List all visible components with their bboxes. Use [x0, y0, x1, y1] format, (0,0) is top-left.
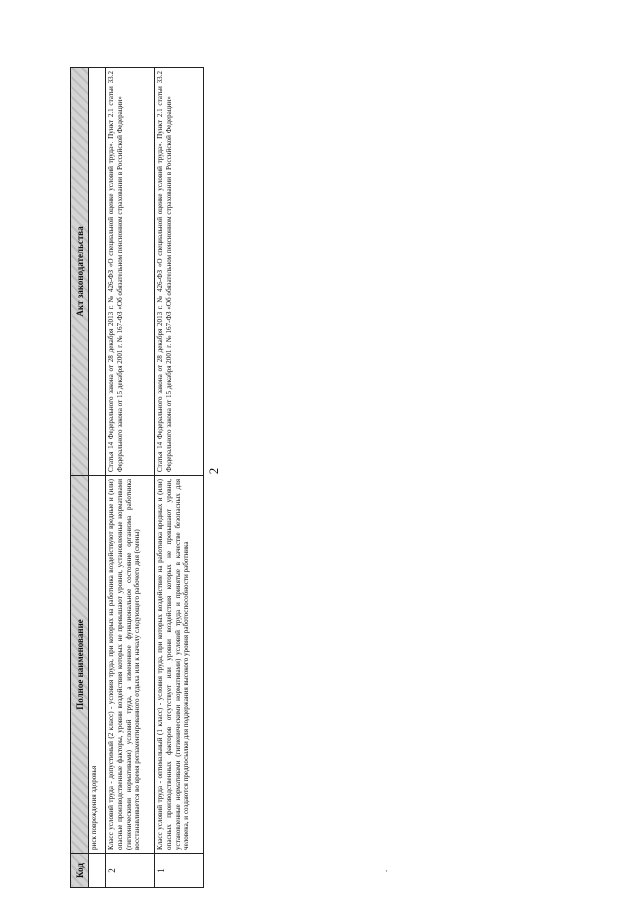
cell-act: Статья 14 Федерального закона от 28 декабря 2013 г. № 426-ФЗ «О специальной оценке условий труда». Пункт 2.1 статьи 33.2 Федерального закона от 15 декабря 2001 г. № 167-ФЗ «Об обязательном пенсионном страховании в Российской Федерации» — [155, 68, 204, 476]
table-header-row — [71, 68, 89, 888]
header-code: Код — [71, 854, 89, 888]
header-name: Полное наименование — [71, 476, 89, 854]
cell-name: Класс условий труда - допустимый (2 класс) - условия труда, при которых на работника воздействуют вредные и (или) опасные производственные факторы, уровни воздействия которых не превышают уровни, установленные нормативами (гигиеническими нормативами) условий труда, а измененное функциональное состояние организма работника восстанавливается во время регламентированного отдыха или к началу следующего рабочего дня (смены) — [106, 476, 155, 854]
cell-act — [89, 68, 106, 476]
cell-name: Класс условий труда - оптимальный (1 класс) - условия труда, при которых воздействие на работника вредных и (или) опасных производственных факторов отсутствует или уровни воздействия которых не превышают уровни, установленные нормативами (гигиеническими нормативами) условий труда и принятые в качестве безопасных для человека, и создаются предпосылки для поддержания высокого уровня работоспособности работника — [155, 476, 204, 854]
stray-mark: · — [385, 866, 388, 876]
table-row-continuation — [89, 68, 106, 888]
cell-act: Статья 14 Федерального закона от 28 декабря 2013 г. № 426-ФЗ «О специальной оценке условий труда». Пункт 2.1 статьи 33.2 Федерального закона от 15 декабря 2001 г. № 167-ФЗ «Об обязательном пенсионном страховании в Российской Федерации» — [106, 68, 155, 476]
classification-table — [70, 67, 204, 888]
rotated-table-container — [70, 68, 204, 888]
cell-code — [89, 854, 106, 888]
table-row — [155, 68, 204, 888]
header-act: Акт законодательства — [71, 68, 89, 476]
cell-name: риск повреждения здоровья — [89, 476, 106, 854]
cell-code: 1 — [155, 854, 204, 888]
table-row — [106, 68, 155, 888]
page-number: 2 — [206, 467, 221, 475]
cell-code: 2 — [106, 854, 155, 888]
